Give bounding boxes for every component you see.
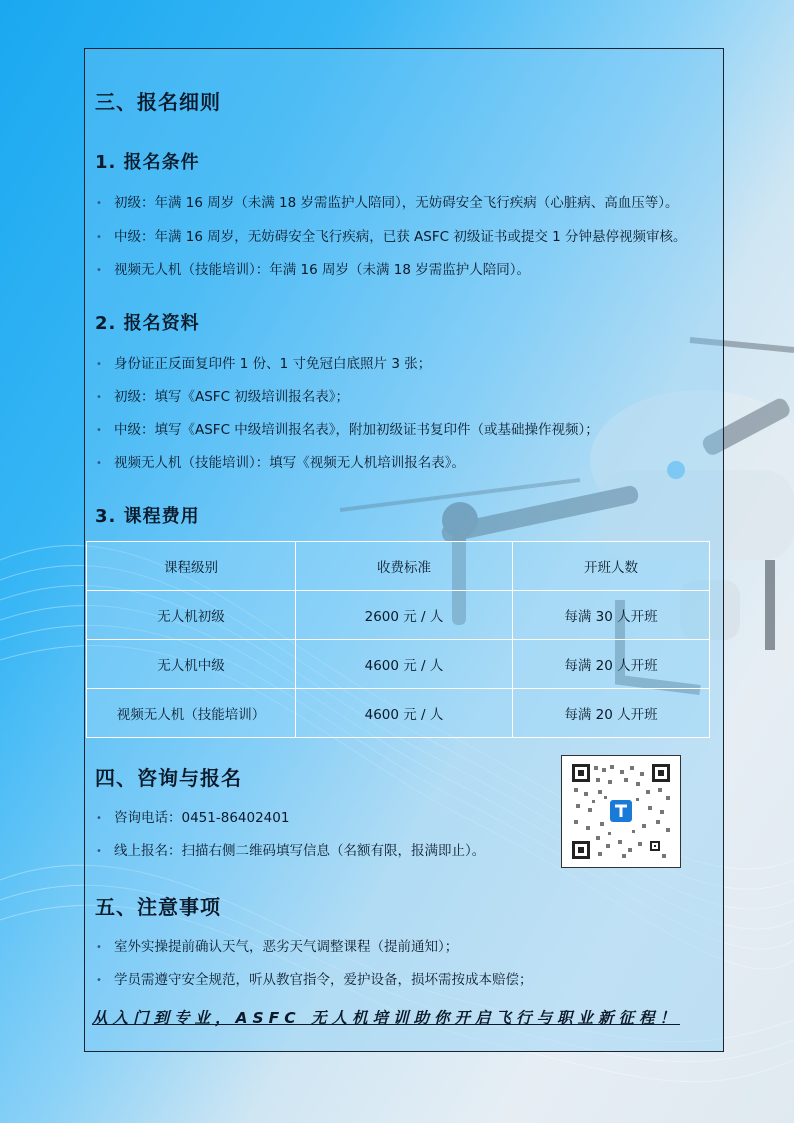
fee-table	[86, 541, 710, 738]
table-cell: 无人机中级	[87, 640, 296, 689]
table-row	[87, 689, 710, 738]
bullet-icon: •	[96, 941, 102, 953]
table-cell: 4600 元 / 人	[296, 640, 513, 689]
table-cell: 2600 元 / 人	[296, 591, 513, 640]
table-row	[87, 640, 710, 689]
list-item-text: 中级：年满 16 周岁，无妨碍安全飞行疾病，已获 ASFC 初级证书或提交 1 分钟悬停视频审核。	[114, 229, 687, 245]
bullet-icon: •	[96, 391, 102, 403]
list-item	[96, 385, 349, 405]
phone-text: 咨询电话：0451-86402401	[114, 810, 290, 826]
list-item-text: 初级：填写《ASFC 初级培训报名表》；	[114, 389, 350, 405]
bullet-icon: •	[96, 358, 102, 370]
table-row	[87, 591, 710, 640]
table-header-row	[87, 542, 710, 591]
subsection-title-fees: 3. 课程费用	[95, 506, 200, 527]
list-item-text: 视频无人机（技能培训）：年满 16 周岁（未满 18 岁需监护人陪同）。	[114, 262, 531, 278]
list-item	[96, 225, 687, 245]
bullet-icon: •	[96, 264, 102, 276]
list-item-text: 学员需遵守安全规范，听从教官指令，爱护设备，损坏需按成本赔偿；	[114, 972, 533, 988]
bullet-icon: •	[96, 424, 102, 436]
bullet-icon: •	[96, 231, 102, 243]
section-title-consultation: 四、咨询与报名	[95, 766, 242, 790]
table-header: 开班人数	[513, 542, 710, 591]
bullet-icon: •	[96, 812, 102, 824]
list-item	[96, 806, 289, 826]
list-item	[96, 352, 431, 372]
list-item	[96, 418, 599, 438]
list-item-text: 身份证正反面复印件 1 份、1 寸免冠白底照片 3 张；	[114, 356, 432, 372]
table-header: 课程级别	[87, 542, 296, 591]
slogan: 从入门到专业，ASFC 无人机培训助你开启飞行与职业新征程！	[92, 1009, 681, 1027]
list-item	[96, 451, 465, 471]
section-title-notes: 五、注意事项	[95, 895, 221, 919]
table-header: 收费标准	[296, 542, 513, 591]
qr-code-graphic	[562, 756, 680, 867]
list-item-text: 室外实操提前确认天气，恶劣天气调整课程（提前通知）；	[114, 939, 459, 955]
list-item	[96, 935, 458, 955]
list-item	[96, 968, 533, 988]
list-item	[96, 839, 485, 859]
bullet-icon: •	[96, 457, 102, 469]
section-title-registration-rules: 三、报名细则	[95, 90, 221, 114]
bullet-icon: •	[96, 845, 102, 857]
subsection-title-materials: 2. 报名资料	[95, 313, 200, 334]
list-item	[96, 258, 530, 278]
list-item-text: 中级：填写《ASFC 中级培训报名表》，附加初级证书复印件（或基础操作视频）；	[114, 422, 599, 438]
table-cell: 4600 元 / 人	[296, 689, 513, 738]
list-item-text: 初级：年满 16 周岁（未满 18 岁需监护人陪同），无妨碍安全飞行疾病（心脏病、高血压等）。	[114, 195, 679, 211]
table-cell: 每满 20 人开班	[513, 640, 710, 689]
subsection-title-conditions: 1. 报名条件	[95, 152, 200, 173]
bullet-icon: •	[96, 197, 102, 209]
bullet-icon: •	[96, 974, 102, 986]
table-cell: 视频无人机（技能培训）	[87, 689, 296, 738]
list-item-text: 视频无人机（技能培训）：填写《视频无人机培训报名表》。	[114, 455, 465, 471]
table-cell: 每满 20 人开班	[513, 689, 710, 738]
table-cell: 无人机初级	[87, 591, 296, 640]
qr-code-icon[interactable]	[561, 755, 681, 868]
table-cell: 每满 30 人开班	[513, 591, 710, 640]
list-item-text: 线上报名：扫描右侧二维码填写信息（名额有限，报满即止）。	[114, 843, 486, 859]
list-item	[96, 191, 679, 211]
